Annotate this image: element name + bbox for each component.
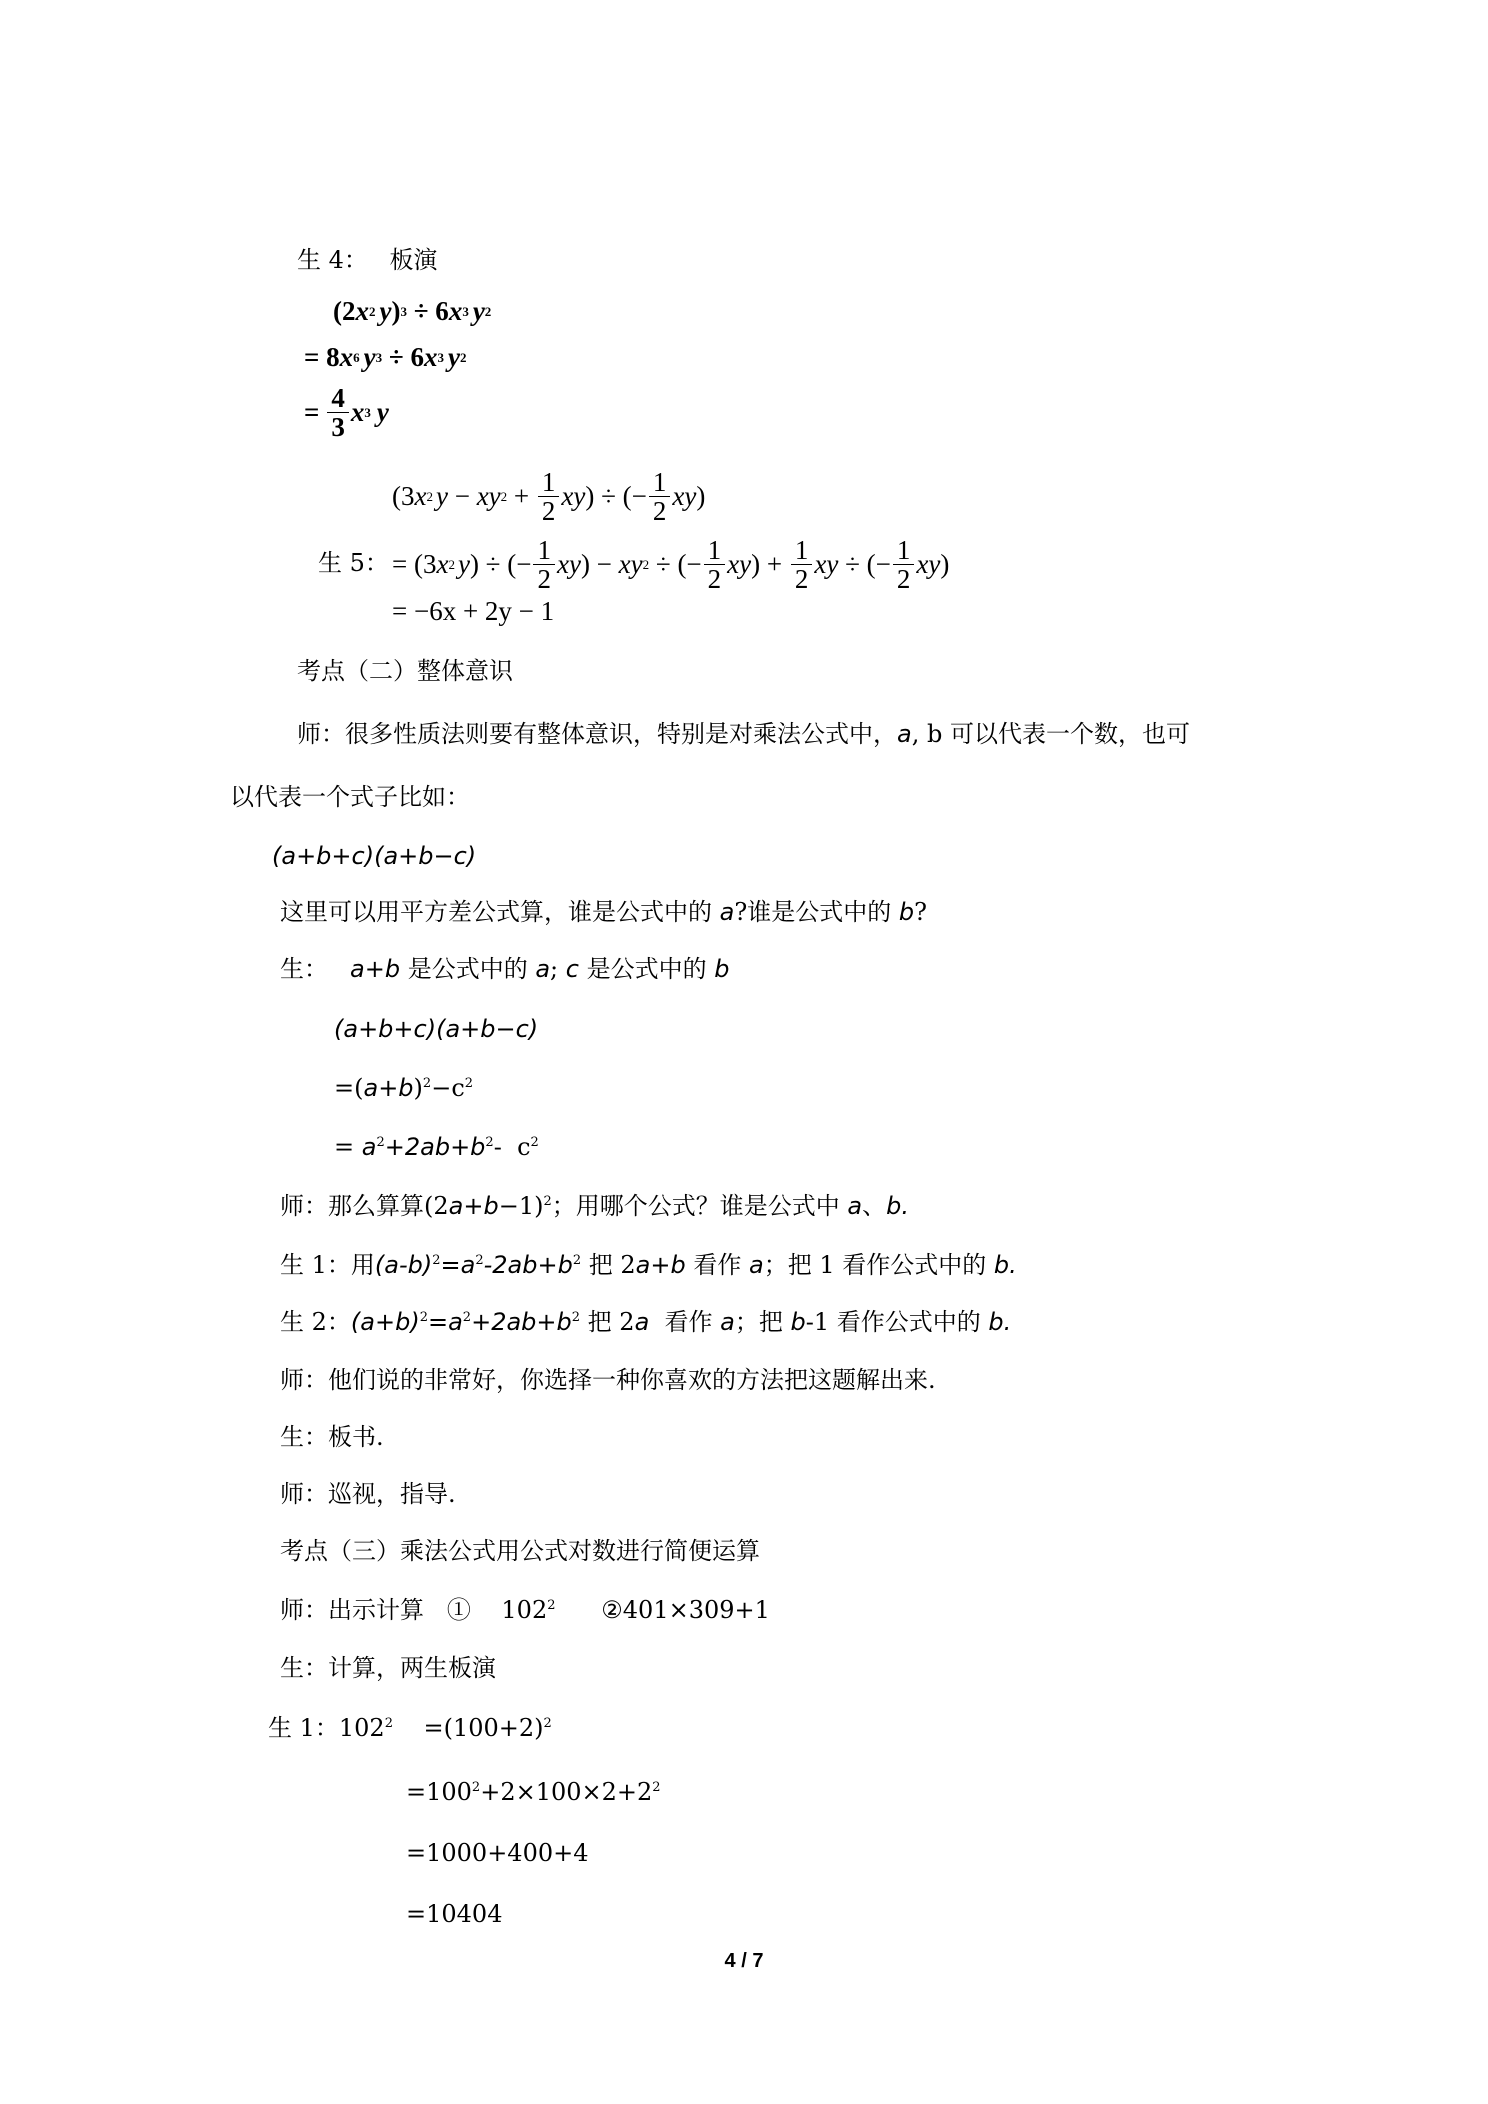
- s5-label: 生 5：: [318, 549, 389, 577]
- s4-action: 板演: [389, 246, 438, 274]
- s5-line-2: = (3 x 2 y ) ÷ (− $\frac{1}{2}$ xy ) − xy 2 ÷ (− $\frac{1}{2}$ xy ) + $\frac{1}{2}$ xy ÷ (− $\frac{1}{2}$ xy ): [392, 535, 950, 594]
- teacher-line-2: 师：那么算算$(2a+b-1)^2$；用哪个公式？谁是公式中 a、b.: [280, 1192, 909, 1220]
- sol2-line-1: $=100^2+2\times 100\times 2+2^2$: [406, 1778, 661, 1806]
- student-1b-line: 生 1：$102^2$ $=(100+2)^2$: [268, 1714, 552, 1742]
- sol2-line-3: =10404: [406, 1900, 503, 1928]
- teacher-line-5: 师：出示计算 ① $102^2$ ②401×309+1: [280, 1596, 770, 1624]
- s5-line-1: (3 x 2 y − xy 2 + $\frac{1}{2}$ xy ) ÷ (− $\frac{1}{2}$ xy ): [392, 467, 706, 526]
- page-number: 4 / 7: [724, 1950, 764, 1972]
- s5-line-3: = −6x + 2y − 1: [392, 596, 555, 626]
- question-line: 这里可以用平方差公式算，谁是公式中的 a?谁是公式中的 b?: [280, 898, 927, 926]
- sol1-line-1: (a+b+c)(a+b−c): [334, 1015, 539, 1043]
- student-board-line: 生：板书.: [280, 1423, 384, 1451]
- teacher-line-4: 师：巡视，指导.: [280, 1480, 456, 1508]
- student-calc-line: 生：计算，两生板演: [280, 1654, 496, 1682]
- student-2-line: 生 2：$(a+b)^2=a^2+2ab+b^2$ 把 2a 看作 a；把 b-1 看作公式中的 b.: [280, 1308, 1012, 1336]
- sol1-line-2: $=(a+b)^2-c^2$: [334, 1074, 474, 1102]
- teacher-line-3: 师：他们说的非常好，你选择一种你喜欢的方法把这题解出来.: [280, 1366, 936, 1394]
- student-answer-line: 生： a+b 是公式中的 a; c 是公式中的 b: [280, 955, 730, 983]
- kd3-heading: 考点（三）乘法公式用公式对数进行简便运算: [280, 1537, 760, 1565]
- bold-math-line-1: (2 x 2 y ) 3 ÷ 6 x 3 y 2: [333, 296, 492, 326]
- s4-line: [297, 244, 438, 276]
- teacher-line-1b: 以代表一个式子比如：: [230, 783, 470, 811]
- teacher-line-1: 师：很多性质法则要有整体意识，特别是对乘法公式中，a, b 可以代表一个数，也可: [297, 720, 1190, 748]
- kd2-heading: 考点（二）整体意识: [297, 657, 513, 685]
- bold-math-line-2: = 8 x 6 y 3 ÷ 6 x 3 y 2: [304, 342, 467, 372]
- expr-abc: (a+b+c)(a+b−c): [272, 842, 477, 870]
- bold-math-line-3: = $\frac{4}{3}$ x 3 y: [304, 383, 389, 442]
- student-1-line: 生 1：用$(a-b)^2=a^2-2ab+b^2$ 把 2a+b 看作 a；把 1 看作公式中的 b.: [280, 1251, 1017, 1279]
- s4-label: 生 4：: [297, 246, 368, 274]
- sol2-line-2: =1000+400+4: [406, 1839, 589, 1867]
- sol1-line-3: = $a^2+2ab+b^2-$ $c^2$: [334, 1133, 539, 1161]
